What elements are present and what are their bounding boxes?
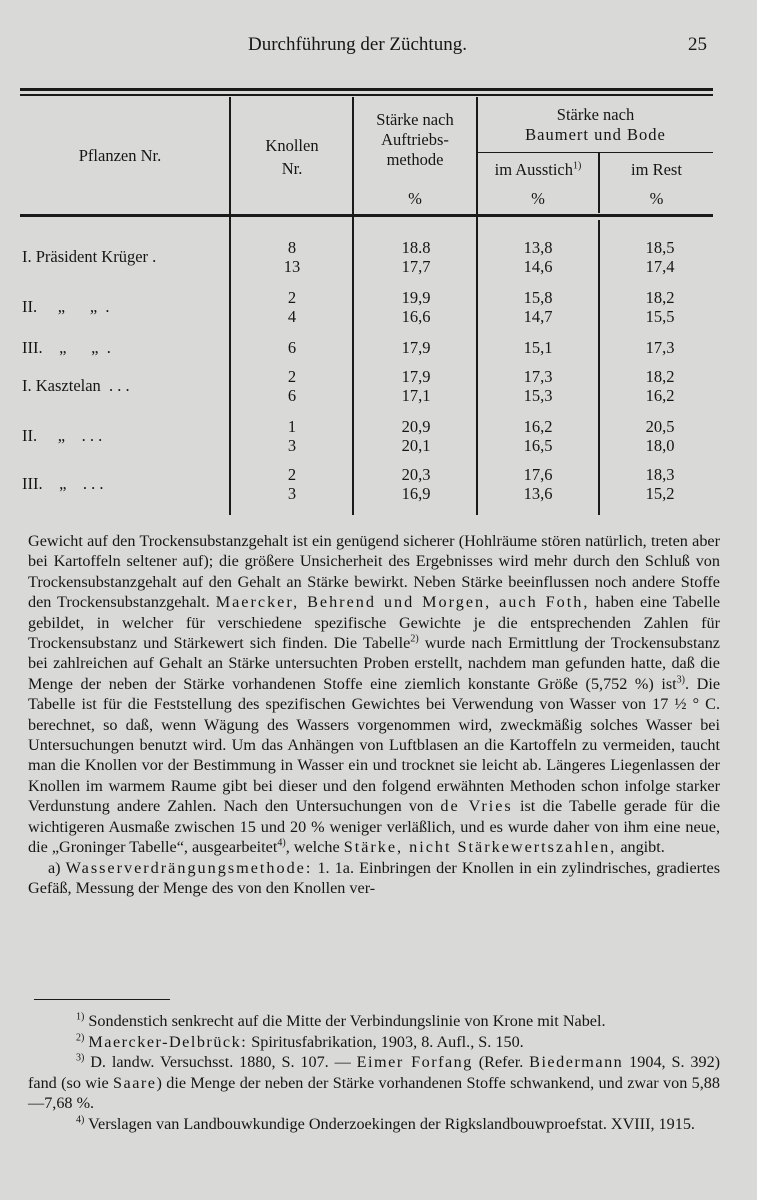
row-name: I. Kasztelan . . . — [22, 376, 130, 395]
header-auftrieb-3: methode — [386, 150, 444, 169]
cell-auftrieb: 17,9 — [401, 367, 431, 386]
cell-ausstich: 17,6 — [523, 465, 553, 484]
body-text — [28, 531, 720, 898]
cell-auftrieb: 18.8 — [401, 238, 431, 257]
cell-rest: 15,5 — [645, 307, 675, 326]
header-rest: im Rest — [631, 160, 682, 179]
cell-rest: 18,2 — [645, 288, 675, 307]
cell-ausstich: 16,5 — [523, 436, 553, 455]
cell-ausstich: 15,3 — [523, 386, 553, 405]
cell-knollen: 1 — [287, 417, 297, 436]
header-auftrieb-1: Stärke nach — [376, 110, 454, 129]
cell-rest: 18,3 — [645, 465, 675, 484]
cell-knollen: 3 — [287, 436, 297, 455]
header-baumert-2: Baumert und Bode — [525, 125, 666, 144]
cell-ausstich: 17,3 — [523, 367, 553, 386]
footnote-3: $^{3)}$ D. landw. Versuchsst. 1880, S. 107. — Eimer Forfang (Refer. Biedermann 1904, S. 392) fand (so wie Saare) die Menge der neben der Stärke vorhandenen Stoffe schwankend, und zwar von 5,88—7,68 %. — [28, 1052, 721, 1112]
table-top-rule-2 — [20, 94, 713, 96]
chapter-title: Durchführung der Züchtung. — [248, 34, 467, 55]
cell-knollen: 6 — [287, 386, 297, 405]
row-name: II. „ . . . — [22, 426, 103, 445]
cell-knollen: 4 — [287, 307, 297, 326]
cell-knollen: 6 — [287, 338, 297, 357]
header-knollen-1: Knollen — [265, 136, 319, 155]
paragraph-2: a) Wasserverdrängungsmethode: 1. 1a. Einbringen der Knollen in ein zylindrisches, gradiertes Gefäß, Messung der Menge des von den Knollen ver- — [28, 858, 721, 897]
cell-rest: 20,5 — [645, 417, 675, 436]
cell-knollen: 2 — [287, 367, 297, 386]
cell-rest: 18,5 — [645, 238, 675, 257]
cell-auftrieb: 16,9 — [401, 484, 431, 503]
table-top-rule-1 — [20, 88, 713, 91]
cell-auftrieb: 19,9 — [401, 288, 431, 307]
cell-auftrieb: 20,1 — [401, 436, 431, 455]
cell-rest: 17,4 — [645, 257, 675, 276]
footnotes — [28, 1011, 720, 1134]
cell-knollen: 2 — [287, 288, 297, 307]
baumert-sub-rule — [478, 152, 713, 153]
header-baumert-1: Stärke nach — [556, 105, 635, 124]
row-name: III. „ „ . — [22, 338, 111, 357]
cell-auftrieb: 16,6 — [401, 307, 431, 326]
page-number: 25 — [688, 34, 707, 55]
footnote-1: $^{1)}$ Sondenstich senkrecht auf die Mitte der Verbindungslinie von Krone mit Nabel. — [76, 1011, 606, 1030]
cell-rest: 16,2 — [645, 386, 675, 405]
cell-ausstich: 15,1 — [523, 338, 553, 357]
footnote-2: $^{2)}$ Maercker-Delbrück: Spiritusfabrikation, 1903, 8. Aufl., S. 150. — [76, 1032, 524, 1051]
header-auftrieb-2: Auftriebs- — [381, 130, 449, 149]
cell-knollen: 2 — [287, 465, 297, 484]
cell-ausstich: 14,7 — [523, 307, 553, 326]
header-knollen-2: Nr. — [281, 159, 303, 178]
header-bottom-rule — [20, 214, 713, 217]
cell-knollen: 3 — [287, 484, 297, 503]
row-name: III. „ . . . — [22, 474, 104, 493]
header-pflanzen: Pflanzen Nr. — [78, 146, 162, 165]
cell-rest: 18,2 — [645, 367, 675, 386]
paragraph-1: Gewicht auf den Trockensubstanzgehalt ist ein genügend sicherer (Hohlräume stören natürlich, treten aber bei Kartoffeln seltener auf); die größere Unsicherheit des Ergebnisses wird mehr durch den Schluß von Trockensubstanzgehalt auf den Gehalt an Stärke bewirkt. Neben Stärke beeinflussen noch andere Stoffe den Trockensubstanzgehalt. Maercker, Behrend und Morgen, auch Foth, haben eine Tabelle gebildet, in welcher für verschiedene spezifische Gewichte je die entsprechenden Zahlen für Trockensubstanz und Stärkewert sich finden. Die Tabelle$^{2)}$ wurde nach Ermittlung der Trockensubstanz bei zahlreichen auf Gehalt an Stärke untersuchten Proben erstellt, nachdem man gefunden hatte, daß die Menge der neben der Stärke vorhandenen Stoffe eine ziemlich konstante Größe (5,752 %) ist$^{3)}$. Die Tabelle ist für die Feststellung des spezifischen Gewichtes bei Verwendung von Wasser von 17 ½ ° C. berechnet, so daß, wenn Wägung des Wassers vorgenommen wird, zweckmäßig solches Wasser bei Untersuchungen benutzt wird. Um das Anhängen von Luftblasen an die Kartoffeln zu vermeiden, taucht man die Knollen vor der Bestimmung in Wasser ein und trocknet sie leicht ab. Längeres Liegenlassen der Knollen im warmem Raume gibt bei dieser und den folgend erwähnten Methoden schon infolge starker Verdunstung andere Zahlen. Nach den Untersuchungen von de Vries ist die Tabelle gerade für die wichtigeren Ausmaße zwischen 15 und 20 % weniger verläßlich, und es wurde daher von ihm eine neue, die „Groninger Tabelle“, ausgearbeitet$^{4)}$, welche Stärke, nicht Stärkewertszahlen, angibt. — [28, 532, 721, 857]
cell-ausstich: 13,8 — [523, 238, 553, 257]
cell-rest: 15,2 — [645, 484, 675, 503]
cell-ausstich: 13,6 — [523, 484, 553, 503]
header-rest-unit: % — [649, 189, 664, 208]
col-divider-1 — [229, 97, 231, 515]
cell-auftrieb: 17,1 — [401, 386, 431, 405]
header-auftrieb-unit: % — [408, 189, 422, 208]
row-name: II. „ „ . — [22, 297, 110, 316]
cell-auftrieb: 20,3 — [401, 465, 431, 484]
cell-ausstich: 15,8 — [523, 288, 553, 307]
cell-ausstich: 16,2 — [523, 417, 553, 436]
cell-rest: 17,3 — [645, 338, 675, 357]
header-ausstich-unit: % — [531, 189, 545, 208]
cell-rest: 18,0 — [645, 436, 675, 455]
footnote-4: $^{4)}$ Verslagen van Landbouwkundige Onderzoekingen der Rigkslandbouwproefstat. XVIII, 1915. — [76, 1114, 695, 1133]
cell-knollen: 8 — [287, 238, 297, 257]
header-ausstich: im Ausstich$^{1)}$ — [494, 160, 582, 179]
cell-auftrieb: 17,7 — [401, 257, 431, 276]
cell-ausstich: 14,6 — [523, 257, 553, 276]
cell-auftrieb: 20,9 — [401, 417, 431, 436]
cell-knollen: 13 — [283, 257, 301, 276]
row-name: I. Präsident Krüger . — [22, 247, 157, 266]
cell-auftrieb: 17,9 — [401, 338, 431, 357]
footnote-rule — [34, 999, 170, 1000]
